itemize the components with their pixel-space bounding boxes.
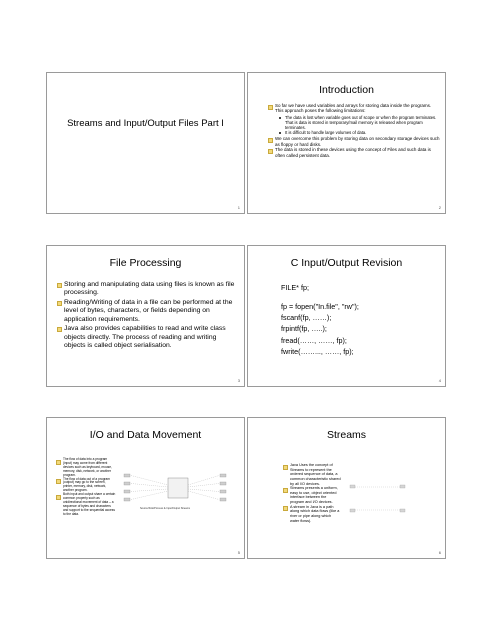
bullet-item: Java also provides capabilities to read and write class objects directly. The process of reading and writing objects is called object serialisation. [57, 325, 239, 350]
bullet-item: Storing and manipulating data using files is known as file processing. [57, 281, 239, 298]
bullet-square-icon [283, 465, 288, 470]
bullet-square-icon [56, 479, 61, 484]
bullet-dot-icon [279, 132, 281, 134]
bullet-list [283, 463, 341, 523]
bullet-item: Reading/Writing of data in a file can be performed at the level of bytes, characters, or fields depending on application requirements. [57, 299, 239, 324]
bullet-square-icon [268, 149, 273, 154]
slide-6 [247, 417, 446, 559]
slide-2 [247, 72, 446, 214]
bullet-square-icon [56, 495, 61, 500]
bullet-item: The flow of data into a program (input) may come from different devices such as keyboard, mouse, memory, disk, network, or another program. [56, 458, 116, 478]
bullet-square-icon [268, 138, 273, 143]
slide-4 [247, 245, 446, 387]
code-line: frpintf(fp, …..); [281, 324, 327, 334]
bullet-square-icon [283, 506, 288, 511]
bullet-list [268, 103, 440, 158]
slide-title: C Input/Output Revision [290, 257, 403, 269]
code-line: fwrite(……..., ……, fp); [281, 346, 354, 356]
code-line: fp = fopen("In.file", "rw"); [281, 302, 359, 312]
bullet-square-icon [57, 301, 62, 306]
bullet-item: The data is stored in these devices using the concept of Files and such data is often called persistent data. [268, 147, 440, 158]
code-line: FILE* fp; [281, 283, 309, 292]
slide-title: I/O and Data Movement [89, 429, 202, 441]
bullet-square-icon [268, 105, 273, 110]
sub-bullet-item: It is difficult to handle large volumes of data. [279, 130, 440, 135]
slide-page-number: 1 [237, 205, 240, 210]
slide-page-number: 6 [438, 550, 441, 555]
code-block [281, 282, 359, 357]
slide-title: Streams and Input/Output Files Part I [67, 118, 224, 129]
bullet-item: We can overcome this problem by storing data on secondary storage devices such as floppy or hard disks. [268, 136, 440, 147]
bullet-item: The flow of data out of a program (output) may go to the screen, printer, memory, disk, network, another program. [56, 478, 116, 494]
sub-bullet-item: The data is lost when variable goes out of scope or when the program terminates. That is data is stored in temporary/mail memory is released when program terminates. [279, 115, 440, 130]
stream-diagram [348, 483, 408, 515]
diagram-caption: Source/Sink/Process & Input/Output Streams [140, 507, 191, 510]
sub-bullet-list [279, 115, 440, 136]
bullet-square-icon [57, 327, 62, 332]
bullet-item: A stream in Java is a path along which data flows (like a river or pipe along which water flows). [283, 505, 341, 524]
slide-page-number: 2 [438, 205, 441, 210]
bullet-item: Streams presents a uniform, easy to use, object oriented interface between the program and I/O devices. [283, 486, 341, 505]
bullet-item: Both input and output share a certain common property such as unidirectional movement of data – a sequence of bytes and characters and support to the sequential access to the data. [56, 493, 116, 516]
code-line: fread(……, ……, fp); [281, 335, 347, 345]
code-line: fscanf(fp, ……); [281, 313, 332, 323]
bullet-dot-icon [279, 117, 281, 119]
slide-page-number: 4 [438, 378, 441, 383]
slide-5 [46, 417, 245, 559]
bullet-item: Java Uses the concept of Streams to represent the ordered sequence of data, a common characteristic shared by all I/O devices. [283, 463, 341, 486]
slide-title: Streams [326, 429, 367, 441]
slide-title: File Processing [109, 257, 182, 269]
bullet-list [57, 281, 239, 352]
bullet-square-icon [57, 283, 62, 288]
slide-3 [46, 245, 245, 387]
bullet-item: So far we have used variables and arrays for storing data inside the programs. This approach poses the following limitations: The data is lost when variable goes out of scope or when the program terminates. That is data is stored in temporary/mail memory is released when program terminates. It is difficult to handle large volumes of data. [268, 103, 440, 135]
io-stream-diagram [122, 470, 234, 514]
slide-1 [46, 72, 245, 214]
slide-title: Introduction [319, 84, 374, 96]
slide-page-number: 3 [237, 378, 240, 383]
slide-page-number: 5 [237, 550, 240, 555]
bullet-square-icon [283, 488, 288, 493]
bullet-square-icon [56, 460, 61, 465]
bullet-list [56, 458, 116, 517]
stream-diagram-graphic [348, 483, 408, 515]
